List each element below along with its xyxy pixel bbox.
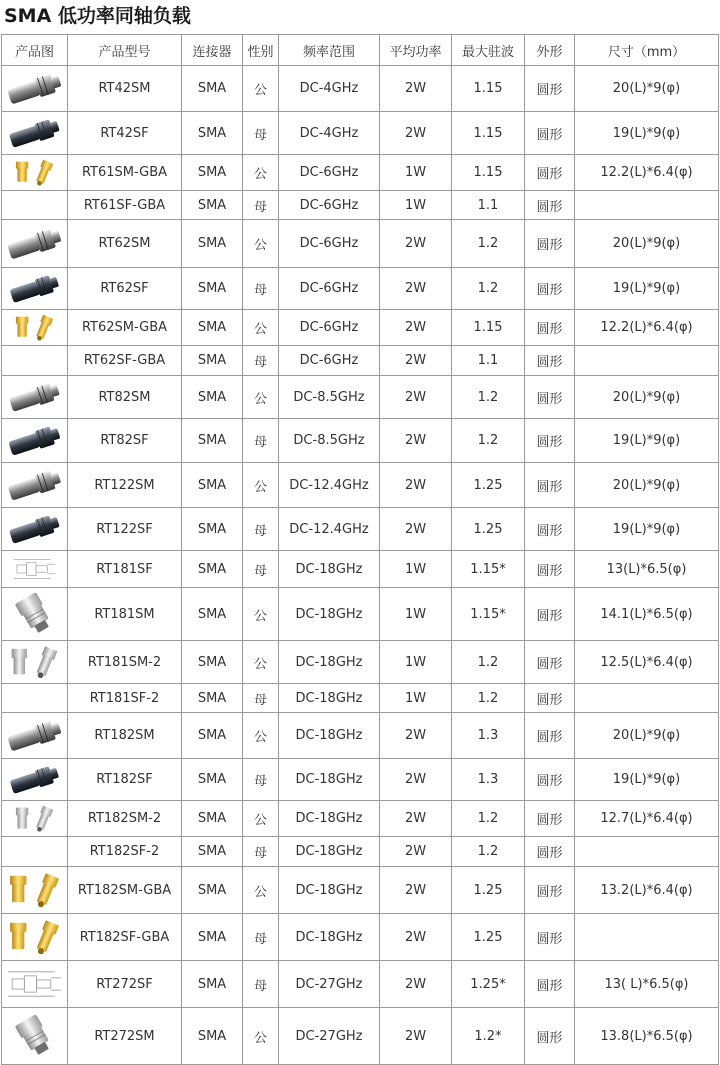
header-vswr: 最大驻波 bbox=[452, 35, 525, 66]
cell-size: 19(L)*9(φ) bbox=[575, 419, 719, 463]
cell-model: RT62SM-GBA bbox=[68, 310, 182, 346]
cell-connector: SMA bbox=[182, 837, 243, 867]
cell-shape: 圆形 bbox=[525, 641, 575, 684]
cell-connector: SMA bbox=[182, 961, 243, 1008]
cell-vswr: 1.15* bbox=[452, 551, 525, 588]
product-image bbox=[4, 715, 65, 756]
cell-shape: 圆形 bbox=[525, 551, 575, 588]
table-row bbox=[2, 310, 719, 346]
cell-frequency: DC-8.5GHz bbox=[279, 376, 380, 419]
cell-connector: SMA bbox=[182, 220, 243, 268]
table-row bbox=[2, 641, 719, 684]
cell-vswr: 1.2* bbox=[452, 1008, 525, 1065]
product-image-cell bbox=[2, 346, 68, 376]
cell-frequency: DC-18GHz bbox=[279, 551, 380, 588]
product-image-cell bbox=[2, 551, 68, 588]
cell-frequency: DC-27GHz bbox=[279, 1008, 380, 1065]
cell-connector: SMA bbox=[182, 419, 243, 463]
cell-gender: 母 bbox=[243, 837, 279, 867]
table-row bbox=[2, 684, 719, 713]
cell-gender: 公 bbox=[243, 220, 279, 268]
cell-connector: SMA bbox=[182, 112, 243, 155]
cell-frequency: DC-18GHz bbox=[279, 914, 380, 961]
cell-size: 13( L)*6.5(φ) bbox=[575, 961, 719, 1008]
cell-vswr: 1.2 bbox=[452, 837, 525, 867]
cell-frequency: DC-6GHz bbox=[279, 310, 380, 346]
table-row bbox=[2, 713, 719, 759]
cell-connector: SMA bbox=[182, 191, 243, 220]
cell-power: 2W bbox=[380, 914, 452, 961]
product-image-cell bbox=[2, 801, 68, 837]
cell-connector: SMA bbox=[182, 759, 243, 801]
header-shape: 外形 bbox=[525, 35, 575, 66]
cell-gender: 公 bbox=[243, 867, 279, 914]
cell-power: 2W bbox=[380, 837, 452, 867]
product-image-cell bbox=[2, 419, 68, 463]
cell-connector: SMA bbox=[182, 551, 243, 588]
cell-model: RT182SM-GBA bbox=[68, 867, 182, 914]
cell-connector: SMA bbox=[182, 508, 243, 551]
cell-gender: 母 bbox=[243, 191, 279, 220]
cell-size bbox=[575, 346, 719, 376]
cell-gender: 母 bbox=[243, 508, 279, 551]
cell-gender: 母 bbox=[243, 914, 279, 961]
product-image bbox=[4, 1010, 65, 1062]
cell-power: 1W bbox=[380, 684, 452, 713]
cell-gender: 母 bbox=[243, 268, 279, 310]
cell-model: RT272SM bbox=[68, 1008, 182, 1065]
cell-frequency: DC-12.4GHz bbox=[279, 508, 380, 551]
product-image-cell bbox=[2, 641, 68, 684]
cell-connector: SMA bbox=[182, 1008, 243, 1065]
product-image-cell bbox=[2, 961, 68, 1008]
product-image bbox=[4, 270, 65, 307]
cell-connector: SMA bbox=[182, 914, 243, 961]
product-image-cell bbox=[2, 112, 68, 155]
cell-connector: SMA bbox=[182, 346, 243, 376]
product-image bbox=[4, 312, 65, 343]
table-row bbox=[2, 376, 719, 419]
cell-gender: 公 bbox=[243, 66, 279, 112]
cell-model: RT61SF-GBA bbox=[68, 191, 182, 220]
product-image-cell bbox=[2, 191, 68, 220]
cell-gender: 母 bbox=[243, 112, 279, 155]
cell-power: 2W bbox=[380, 419, 452, 463]
cell-vswr: 1.2 bbox=[452, 801, 525, 837]
cell-model: RT182SM bbox=[68, 713, 182, 759]
header-model: 产品型号 bbox=[68, 35, 182, 66]
product-image bbox=[4, 68, 65, 109]
cell-power: 2W bbox=[380, 112, 452, 155]
cell-power: 2W bbox=[380, 801, 452, 837]
cell-shape: 圆形 bbox=[525, 759, 575, 801]
header-connector: 连接器 bbox=[182, 35, 243, 66]
header-power: 平均功率 bbox=[380, 35, 452, 66]
header-size: 尺寸（mm） bbox=[575, 35, 719, 66]
cell-vswr: 1.1 bbox=[452, 346, 525, 376]
cell-model: RT61SM-GBA bbox=[68, 155, 182, 191]
cell-vswr: 1.25 bbox=[452, 867, 525, 914]
cell-vswr: 1.25 bbox=[452, 463, 525, 508]
product-image-cell bbox=[2, 759, 68, 801]
cell-size: 19(L)*9(φ) bbox=[575, 508, 719, 551]
cell-connector: SMA bbox=[182, 66, 243, 112]
product-image-cell bbox=[2, 914, 68, 961]
cell-shape: 圆形 bbox=[525, 867, 575, 914]
table-row bbox=[2, 508, 719, 551]
product-image bbox=[4, 114, 65, 152]
cell-power: 1W bbox=[380, 588, 452, 641]
cell-vswr: 1.2 bbox=[452, 268, 525, 310]
cell-shape: 圆形 bbox=[525, 837, 575, 867]
product-image-cell bbox=[2, 508, 68, 551]
cell-power: 2W bbox=[380, 508, 452, 551]
cell-connector: SMA bbox=[182, 641, 243, 684]
cell-vswr: 1.15 bbox=[452, 155, 525, 191]
cell-model: RT182SF bbox=[68, 759, 182, 801]
cell-size: 20(L)*9(φ) bbox=[575, 376, 719, 419]
cell-size: 19(L)*9(φ) bbox=[575, 759, 719, 801]
cell-model: RT62SF-GBA bbox=[68, 346, 182, 376]
product-image bbox=[4, 157, 65, 188]
cell-model: RT181SM-2 bbox=[68, 641, 182, 684]
cell-shape: 圆形 bbox=[525, 155, 575, 191]
cell-gender: 母 bbox=[243, 551, 279, 588]
cell-model: RT62SF bbox=[68, 268, 182, 310]
cell-power: 1W bbox=[380, 641, 452, 684]
table-row bbox=[2, 837, 719, 867]
cell-frequency: DC-18GHz bbox=[279, 641, 380, 684]
cell-gender: 公 bbox=[243, 155, 279, 191]
cell-connector: SMA bbox=[182, 310, 243, 346]
cell-shape: 圆形 bbox=[525, 914, 575, 961]
cell-frequency: DC-18GHz bbox=[279, 801, 380, 837]
product-image bbox=[4, 590, 65, 638]
cell-frequency: DC-18GHz bbox=[279, 588, 380, 641]
cell-power: 1W bbox=[380, 551, 452, 588]
cell-connector: SMA bbox=[182, 684, 243, 713]
cell-gender: 公 bbox=[243, 1008, 279, 1065]
cell-model: RT181SF bbox=[68, 551, 182, 588]
cell-model: RT182SF-2 bbox=[68, 837, 182, 867]
cell-frequency: DC-6GHz bbox=[279, 220, 380, 268]
table-row bbox=[2, 66, 719, 112]
cell-gender: 公 bbox=[243, 463, 279, 508]
cell-connector: SMA bbox=[182, 463, 243, 508]
cell-size: 20(L)*9(φ) bbox=[575, 220, 719, 268]
cell-power: 2W bbox=[380, 867, 452, 914]
cell-frequency: DC-6GHz bbox=[279, 191, 380, 220]
product-image-cell bbox=[2, 463, 68, 508]
product-image bbox=[4, 222, 65, 265]
cell-size: 19(L)*9(φ) bbox=[575, 268, 719, 310]
cell-frequency: DC-4GHz bbox=[279, 112, 380, 155]
cell-gender: 母 bbox=[243, 684, 279, 713]
table-row bbox=[2, 801, 719, 837]
table-row bbox=[2, 914, 719, 961]
table-row bbox=[2, 346, 719, 376]
cell-shape: 圆形 bbox=[525, 376, 575, 419]
cell-power: 2W bbox=[380, 310, 452, 346]
cell-shape: 圆形 bbox=[525, 713, 575, 759]
table-header-row bbox=[2, 35, 719, 66]
cell-frequency: DC-6GHz bbox=[279, 268, 380, 310]
cell-size: 13(L)*6.5(φ) bbox=[575, 551, 719, 588]
table-row bbox=[2, 155, 719, 191]
cell-connector: SMA bbox=[182, 155, 243, 191]
cell-model: RT122SF bbox=[68, 508, 182, 551]
cell-connector: SMA bbox=[182, 376, 243, 419]
cell-gender: 母 bbox=[243, 961, 279, 1008]
product-image-cell bbox=[2, 220, 68, 268]
cell-size: 12.7(L)*6.4(φ) bbox=[575, 801, 719, 837]
table-row bbox=[2, 588, 719, 641]
product-image bbox=[4, 421, 65, 460]
cell-model: RT82SM bbox=[68, 376, 182, 419]
product-image bbox=[4, 378, 65, 416]
cell-size: 13.8(L)*6.5(φ) bbox=[575, 1008, 719, 1065]
cell-size bbox=[575, 837, 719, 867]
cell-vswr: 1.25* bbox=[452, 961, 525, 1008]
cell-size: 20(L)*9(φ) bbox=[575, 66, 719, 112]
cell-power: 2W bbox=[380, 1008, 452, 1065]
cell-shape: 圆形 bbox=[525, 1008, 575, 1065]
cell-gender: 母 bbox=[243, 419, 279, 463]
cell-model: RT181SM bbox=[68, 588, 182, 641]
cell-vswr: 1.25 bbox=[452, 508, 525, 551]
cell-shape: 圆形 bbox=[525, 684, 575, 713]
cell-size: 19(L)*9(φ) bbox=[575, 112, 719, 155]
cell-frequency: DC-6GHz bbox=[279, 346, 380, 376]
product-image bbox=[4, 465, 65, 505]
cell-shape: 圆形 bbox=[525, 112, 575, 155]
cell-frequency: DC-6GHz bbox=[279, 155, 380, 191]
cell-shape: 圆形 bbox=[525, 66, 575, 112]
cell-vswr: 1.3 bbox=[452, 759, 525, 801]
cell-vswr: 1.15* bbox=[452, 588, 525, 641]
cell-vswr: 1.1 bbox=[452, 191, 525, 220]
cell-size: 12.2(L)*6.4(φ) bbox=[575, 155, 719, 191]
product-image-cell bbox=[2, 155, 68, 191]
product-image bbox=[4, 869, 65, 911]
cell-size: 14.1(L)*6.5(φ) bbox=[575, 588, 719, 641]
product-image-cell bbox=[2, 837, 68, 867]
cell-model: RT272SF bbox=[68, 961, 182, 1008]
cell-shape: 圆形 bbox=[525, 220, 575, 268]
cell-model: RT181SF-2 bbox=[68, 684, 182, 713]
table-row bbox=[2, 551, 719, 588]
cell-frequency: DC-18GHz bbox=[279, 684, 380, 713]
product-image bbox=[4, 510, 65, 548]
table-row bbox=[2, 867, 719, 914]
cell-vswr: 1.2 bbox=[452, 419, 525, 463]
cell-vswr: 1.15 bbox=[452, 66, 525, 112]
cell-model: RT82SF bbox=[68, 419, 182, 463]
cell-power: 2W bbox=[380, 220, 452, 268]
product-image-cell bbox=[2, 310, 68, 346]
cell-gender: 公 bbox=[243, 310, 279, 346]
product-image-cell bbox=[2, 376, 68, 419]
table-row bbox=[2, 419, 719, 463]
cell-gender: 母 bbox=[243, 759, 279, 801]
product-table bbox=[1, 34, 719, 1065]
cell-power: 2W bbox=[380, 961, 452, 1008]
cell-size: 20(L)*9(φ) bbox=[575, 713, 719, 759]
cell-model: RT42SF bbox=[68, 112, 182, 155]
cell-connector: SMA bbox=[182, 713, 243, 759]
product-image bbox=[4, 803, 65, 834]
cell-shape: 圆形 bbox=[525, 346, 575, 376]
header-gender: 性别 bbox=[243, 35, 279, 66]
cell-frequency: DC-12.4GHz bbox=[279, 463, 380, 508]
cell-power: 2W bbox=[380, 463, 452, 508]
cell-power: 2W bbox=[380, 268, 452, 310]
cell-connector: SMA bbox=[182, 268, 243, 310]
cell-power: 2W bbox=[380, 66, 452, 112]
cell-connector: SMA bbox=[182, 867, 243, 914]
cell-power: 2W bbox=[380, 713, 452, 759]
cell-power: 1W bbox=[380, 191, 452, 220]
cell-frequency: DC-18GHz bbox=[279, 713, 380, 759]
cell-model: RT62SM bbox=[68, 220, 182, 268]
table-row bbox=[2, 961, 719, 1008]
table-row bbox=[2, 1008, 719, 1065]
cell-model: RT122SM bbox=[68, 463, 182, 508]
cell-size bbox=[575, 191, 719, 220]
cell-power: 2W bbox=[380, 346, 452, 376]
header-image: 产品图 bbox=[2, 35, 68, 66]
cell-size: 12.2(L)*6.4(φ) bbox=[575, 310, 719, 346]
cell-power: 2W bbox=[380, 376, 452, 419]
cell-power: 2W bbox=[380, 759, 452, 801]
cell-vswr: 1.2 bbox=[452, 641, 525, 684]
cell-model: RT182SM-2 bbox=[68, 801, 182, 837]
cell-connector: SMA bbox=[182, 801, 243, 837]
cell-gender: 公 bbox=[243, 713, 279, 759]
table-row bbox=[2, 191, 719, 220]
product-image-cell bbox=[2, 867, 68, 914]
cell-shape: 圆形 bbox=[525, 310, 575, 346]
cell-size bbox=[575, 914, 719, 961]
product-image-cell bbox=[2, 713, 68, 759]
cell-frequency: DC-18GHz bbox=[279, 837, 380, 867]
product-image-cell bbox=[2, 588, 68, 641]
cell-vswr: 1.2 bbox=[452, 684, 525, 713]
cell-size bbox=[575, 684, 719, 713]
cell-frequency: DC-18GHz bbox=[279, 867, 380, 914]
cell-connector: SMA bbox=[182, 588, 243, 641]
cell-gender: 公 bbox=[243, 641, 279, 684]
table-body bbox=[2, 66, 719, 1065]
cell-gender: 公 bbox=[243, 376, 279, 419]
table-row bbox=[2, 220, 719, 268]
product-image bbox=[4, 963, 65, 1005]
table-row bbox=[2, 112, 719, 155]
cell-gender: 公 bbox=[243, 801, 279, 837]
product-image bbox=[4, 553, 65, 585]
cell-shape: 圆形 bbox=[525, 508, 575, 551]
product-image bbox=[4, 643, 65, 681]
product-image-cell bbox=[2, 1008, 68, 1065]
cell-shape: 圆形 bbox=[525, 268, 575, 310]
table-row bbox=[2, 268, 719, 310]
cell-shape: 圆形 bbox=[525, 961, 575, 1008]
product-image-cell bbox=[2, 268, 68, 310]
cell-model: RT42SM bbox=[68, 66, 182, 112]
page-title: SMA 低功率同轴负载 bbox=[4, 5, 191, 27]
table-row bbox=[2, 759, 719, 801]
table-row bbox=[2, 463, 719, 508]
cell-shape: 圆形 bbox=[525, 463, 575, 508]
cell-gender: 公 bbox=[243, 588, 279, 641]
cell-frequency: DC-18GHz bbox=[279, 759, 380, 801]
product-image bbox=[4, 916, 65, 958]
cell-vswr: 1.15 bbox=[452, 310, 525, 346]
cell-model: RT182SF-GBA bbox=[68, 914, 182, 961]
cell-gender: 母 bbox=[243, 346, 279, 376]
product-image-cell bbox=[2, 66, 68, 112]
cell-vswr: 1.15 bbox=[452, 112, 525, 155]
cell-shape: 圆形 bbox=[525, 801, 575, 837]
product-image-cell bbox=[2, 684, 68, 713]
cell-frequency: DC-4GHz bbox=[279, 66, 380, 112]
cell-size: 13.2(L)*6.4(φ) bbox=[575, 867, 719, 914]
cell-vswr: 1.3 bbox=[452, 713, 525, 759]
cell-vswr: 1.2 bbox=[452, 376, 525, 419]
cell-size: 12.5(L)*6.4(φ) bbox=[575, 641, 719, 684]
header-frequency: 频率范围 bbox=[279, 35, 380, 66]
cell-size: 20(L)*9(φ) bbox=[575, 463, 719, 508]
cell-vswr: 1.2 bbox=[452, 220, 525, 268]
product-image bbox=[4, 761, 65, 798]
cell-power: 1W bbox=[380, 155, 452, 191]
cell-shape: 圆形 bbox=[525, 191, 575, 220]
cell-frequency: DC-8.5GHz bbox=[279, 419, 380, 463]
cell-vswr: 1.25 bbox=[452, 914, 525, 961]
cell-shape: 圆形 bbox=[525, 588, 575, 641]
cell-shape: 圆形 bbox=[525, 419, 575, 463]
cell-frequency: DC-27GHz bbox=[279, 961, 380, 1008]
